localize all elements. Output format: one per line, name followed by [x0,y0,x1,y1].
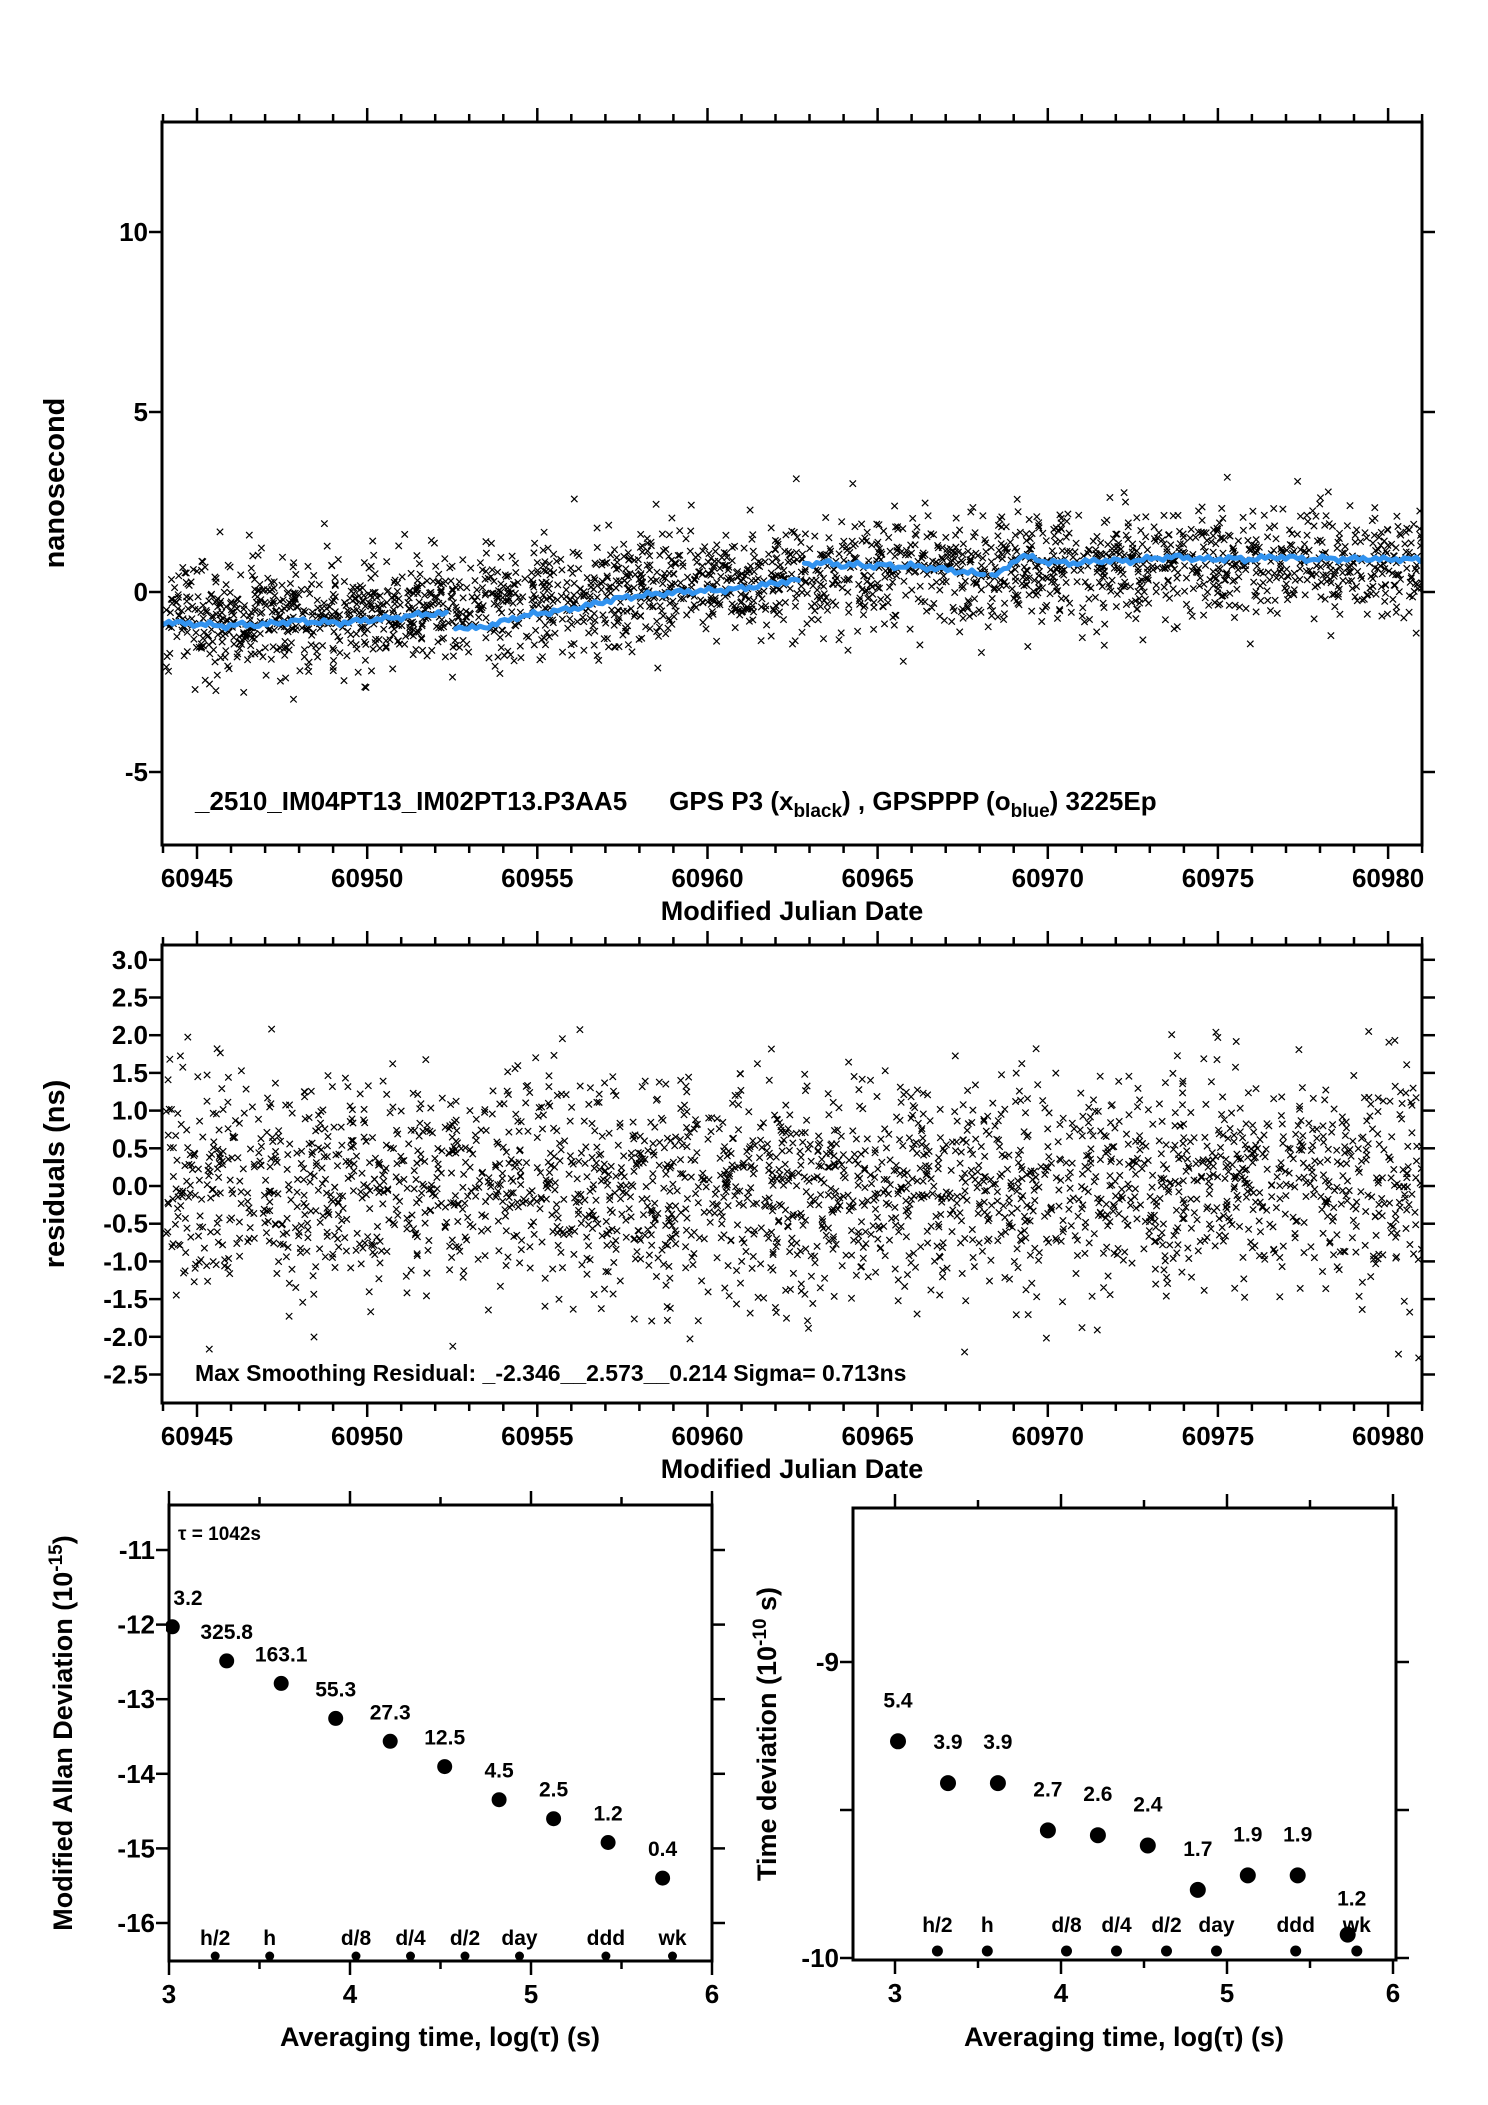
y-tick-label: -2.0 [103,1321,148,1352]
mdev-value-label: 3.2 [173,1586,203,1610]
x-tick-label: 60960 [671,1421,744,1451]
mdev-value-label: 2.5 [538,1778,569,1802]
mdev-ylabel-text [46,1535,78,1931]
mdev-value-label: 325.8 [200,1620,253,1644]
tau-marker-label: d/8 [1051,1914,1082,1937]
x-tick-label: 60945 [160,1421,234,1451]
x-tick-label: 3 [887,1978,903,2008]
tdev-data-point [1240,1867,1256,1883]
y-tick-label: 1.5 [111,1057,148,1088]
tdev-value-label: 5.4 [883,1689,913,1713]
x-tick-label: 60955 [501,863,574,893]
mdev-data-point [383,1734,398,1749]
mdev-data-point [437,1759,452,1774]
mdev-x-axis-title: Averaging time, log(τ) (s) [279,2022,601,2052]
mdev-plot-data [165,1619,670,1885]
tdev-data-point [1290,1867,1306,1883]
scatter-x-markers [163,1026,1425,1361]
tau-marker-dot [1111,1946,1122,1957]
tau-marker-label: ddd [586,1927,626,1950]
mdev-data-point [655,1871,670,1886]
tdev-plot-ticks [840,1494,1409,1974]
tau-marker-label: h [980,1914,994,1937]
mdev-tau-annotation: τ = 1042s [178,1524,261,1545]
residuals-x-axis-title: Modified Julian Date [660,1454,924,1484]
title-epochs: ) 3225Ep [1049,786,1157,816]
tau-marker-dot [1290,1946,1301,1957]
x-tick-label: 60955 [501,1421,574,1451]
mdev-ylabel-exp: -15 [46,1544,67,1572]
mdev-data-point [492,1792,507,1807]
tdev-y-axis-title [750,1587,782,1881]
tau-marker-label: h/2 [200,1927,231,1950]
tdev-data-point [1040,1822,1056,1838]
tau-marker-label: d/4 [1101,1914,1132,1937]
y-tick-label: 2.5 [111,982,148,1013]
y-tick-label: -14 [117,1758,155,1789]
x-tick-label: 60975 [1181,1421,1255,1451]
tau-marker-dot [668,1952,677,1961]
tau-marker-label: d/4 [395,1927,426,1950]
tdev-value-label: 1.9 [1233,1823,1263,1847]
title-sub-blue: blue [1010,801,1050,822]
tdev-ylabel-close: s) [752,1586,782,1619]
tdev-value-label: 3.9 [933,1731,963,1755]
tdev-plot [750,1494,1409,2052]
x-tick-label: 60970 [1011,863,1084,893]
tdev-data-point [890,1733,906,1749]
y-tick-label: -13 [117,1684,155,1715]
y-tick-label: -16 [117,1908,155,1938]
x-tick-label: 60965 [841,1421,914,1451]
mdev-value-label: 12.5 [424,1726,466,1750]
x-tick-label: 60980 [1351,863,1425,893]
tdev-data-point [940,1775,956,1791]
tau-marker-label: d/2 [449,1927,481,1950]
tdev-value-label: 2.4 [1133,1793,1163,1817]
x-tick-label: 60980 [1351,1421,1425,1451]
title-gpsppp: ) , GPSPPP (o [842,786,1011,816]
top-plot-frame [162,122,1422,845]
mdev-value-label: 55.3 [315,1678,357,1702]
x-tick-label: 60950 [331,1421,404,1451]
tdev-value-label: 1.9 [1283,1823,1313,1847]
tdev-data-point [1190,1882,1206,1898]
mdev-value-label: 4.5 [484,1759,514,1783]
mdev-y-axis-title [46,1535,78,1931]
x-tick-label: 60975 [1181,863,1255,893]
scatter-x-markers [163,474,1425,702]
title-gps-p3: GPS P3 (x [669,786,794,816]
x-tick-label: 4 [1053,1978,1069,2008]
y-tick-label: -1.0 [103,1246,148,1277]
residuals-y-axis-title [39,1080,71,1269]
residuals-ylabel-text: residuals (ns) [39,1079,71,1269]
tau-marker-label: h [263,1927,277,1950]
tau-marker-dot [406,1952,415,1961]
y-tick-label: -2.5 [103,1359,148,1390]
x-tick-label: 6 [1385,1978,1401,2008]
mdev-value-label: 27.3 [369,1701,411,1725]
tau-marker-dot [461,1952,470,1961]
y-tick-label: -9 [815,1647,839,1677]
x-tick-label: 6 [704,1979,720,2009]
tdev-point-labels [883,1689,1371,1956]
top-x-axis-title: Modified Julian Date [660,896,924,926]
tau-marker-label: day [501,1927,538,1950]
tau-marker-label: d/2 [1151,1914,1182,1937]
tdev-value-label: 2.6 [1083,1783,1113,1807]
x-tick-label: 60945 [160,863,234,893]
tdev-value-label: 1.7 [1183,1837,1213,1861]
gpsppp-smoothed-line [165,612,447,629]
y-tick-label: -15 [117,1833,155,1864]
x-tick-label: 60970 [1011,1421,1084,1451]
y-tick-label: -10 [801,1943,839,1973]
x-tick-label: 5 [1219,1978,1235,2008]
tdev-ylabel-exp: -10 [750,1618,771,1646]
y-tick-label: 3.0 [111,944,148,975]
tdev-value-label: 1.2 [1337,1887,1367,1911]
tau-marker-dot [265,1952,274,1961]
tdev-ylabel-main: Time deviation (10 [752,1645,782,1882]
tdev-ylabel-text [750,1587,782,1881]
x-tick-label: 60950 [331,863,404,893]
tau-marker-dot [352,1952,361,1961]
tdev-data-point [990,1775,1006,1791]
y-tick-label: -1.5 [103,1284,148,1315]
mdev-data-point [165,1619,180,1634]
mdev-data-point [601,1835,616,1850]
tdev-value-label: 3.9 [983,1731,1013,1755]
x-tick-label: 60960 [671,863,744,893]
tau-marker-label: day [1198,1914,1235,1937]
mdev-data-point [546,1811,561,1826]
tau-marker-dot [1351,1946,1362,1957]
tau-marker-dot [982,1946,993,1957]
y-tick-label: -11 [118,1535,155,1565]
y-tick-label: -12 [117,1609,155,1640]
y-tick-label: -5 [124,757,148,787]
residuals-plot-data [163,1026,1425,1361]
mdev-ylabel-close: ) [48,1535,78,1545]
tau-marker-dot [601,1952,610,1961]
tdev-data-point [1140,1838,1156,1854]
title-link-name: _2510_IM04PT13_IM02PT13.P3AA5 [195,786,628,816]
tau-marker-label: h/2 [922,1914,953,1937]
tdev-x-axis-title: Averaging time, log(τ) (s) [963,2022,1285,2052]
tau-marker-dot [1211,1946,1222,1957]
mdev-data-point [219,1653,234,1668]
tdev-data-point [1090,1827,1106,1843]
mdev-value-label: 163.1 [254,1643,308,1667]
mdev-value-label: 1.2 [593,1802,623,1826]
tau-marker-label: wk [1342,1914,1371,1937]
tau-marker-dot [515,1952,524,1961]
y-tick-label: 1.0 [111,1095,148,1126]
tau-marker-label: wk [658,1927,687,1950]
y-tick-label: 10 [119,217,148,247]
y-tick-label: 2.0 [111,1020,148,1051]
y-tick-label: 5 [133,397,148,427]
top-plot-gps-link [39,108,1435,926]
y-tick-label: 0.0 [111,1171,148,1201]
mdev-value-label: 0.4 [647,1838,678,1862]
x-tick-label: 4 [342,1979,358,2009]
tau-marker-dot [1161,1946,1172,1957]
residuals-plot [39,931,1435,1484]
tau-marker-dot [1061,1946,1072,1957]
top-plot-data [163,474,1425,702]
mdev-data-point [328,1711,343,1726]
mdev-point-labels [173,1587,686,1961]
y-tick-label: -0.5 [103,1208,148,1239]
top-plot-ticks [149,108,1435,859]
y-tick-label: 0 [133,577,148,607]
title-sub-black: black [793,801,843,822]
top-y-axis-title [39,398,71,569]
tau-marker-label: d/8 [340,1927,372,1950]
tau-marker-label: ddd [1276,1914,1315,1937]
residuals-stats-text: Max Smoothing Residual: _-2.346__2.573__0.214 Sigma= 0.713ns [195,1360,907,1386]
y-tick-label: 0.5 [111,1133,148,1164]
x-tick-label: 3 [161,1979,177,2009]
top-ylabel-text: nanosecond [39,397,71,569]
mdev-ylabel-main: Modified Allan Deviation (10 [48,1571,78,1931]
mdev-data-point [274,1676,289,1691]
tau-marker-dot [211,1952,220,1961]
top-plot-title [194,786,1157,822]
x-tick-label: 5 [523,1979,539,2009]
x-tick-label: 60965 [841,863,914,893]
mdev-plot [46,1491,725,2052]
tdev-value-label: 2.7 [1033,1778,1063,1802]
tau-marker-dot [932,1946,943,1957]
